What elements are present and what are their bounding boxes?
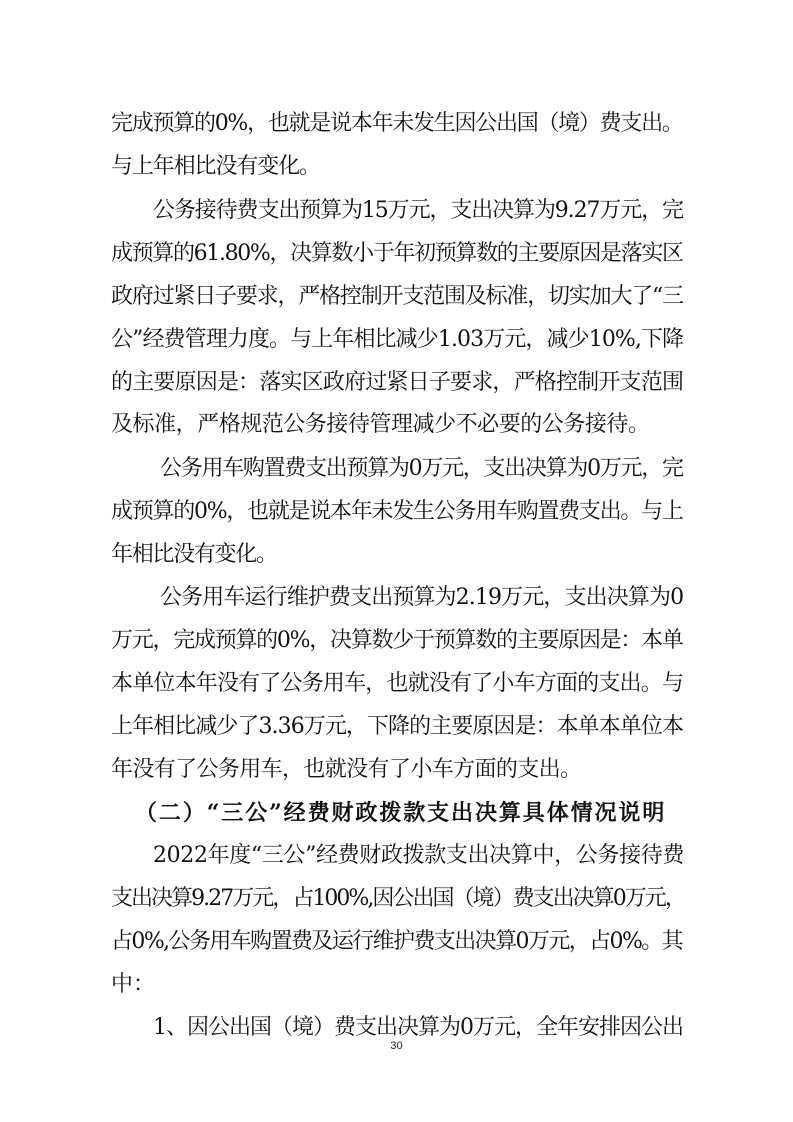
text-line: 的主要原因是：落实区政府过紧日子要求，严格控制开支范围 [111,370,684,395]
text-line: 政府过紧日子要求，严格控制开支范围及标准，切实加大了“三 [111,284,683,309]
text-line: 公务接待费支出预算为15万元，支出决算为9.27万元，完 [153,198,683,223]
text-line: 年没有了公务用车，也就没有了小车方面的支出。 [111,757,582,782]
text-line: 成预算的0%，也就是说本年未发生公务用车购置费支出。与上 [111,499,683,524]
text-line: 万元，完成预算的0%，决算数少于预算数的主要原因是：本单 [111,628,683,653]
text-line: 公务用车购置费支出预算为0万元，支出决算为0万元，完 [160,456,683,481]
text-line: 年相比没有变化。 [111,542,277,567]
text-line: 支出决算9.27万元，占100%,因公出国（境）费支出决算0万元， [111,886,685,911]
text-line: 2022年度“三公”经费财政拨款支出决算中，公务接待费 [153,843,685,868]
text-line: 公务用车运行维护费支出预算为2.19万元，支出决算为0 [160,585,684,610]
text-line: 与上年相比没有变化。 [111,154,320,179]
text-line: 本单位本年没有了公务用车，也就没有了小车方面的支出。与 [111,671,684,696]
text-line: 1、因公出国（境）费支出决算为0万元，全年安排因公出 [153,1015,683,1040]
text-line: 上年相比减少了3.36万元，下降的主要原因是：本单本单位本 [111,714,684,739]
text-line: 占0%,公务用车购置费及运行维护费支出决算0万元，占0%。其 [111,929,683,954]
section-heading: （二）“三公”经费财政拨款支出决算具体情况说明 [135,800,667,826]
text-line: 成预算的61.80%，决算数小于年初预算数的主要原因是落实区 [111,241,683,266]
page-number: 30 [390,1040,403,1052]
text-line: 及标准，严格规范公务接待管理减少不必要的公务接待。 [111,412,650,437]
text-line: 中： [111,972,156,997]
text-line: 完成预算的0%，也就是说本年未发生因公出国（境）费支出。 [111,111,683,136]
text-line: 公”经费管理力度。与上年相比减少1.03万元，减少10%,下降 [111,327,684,352]
